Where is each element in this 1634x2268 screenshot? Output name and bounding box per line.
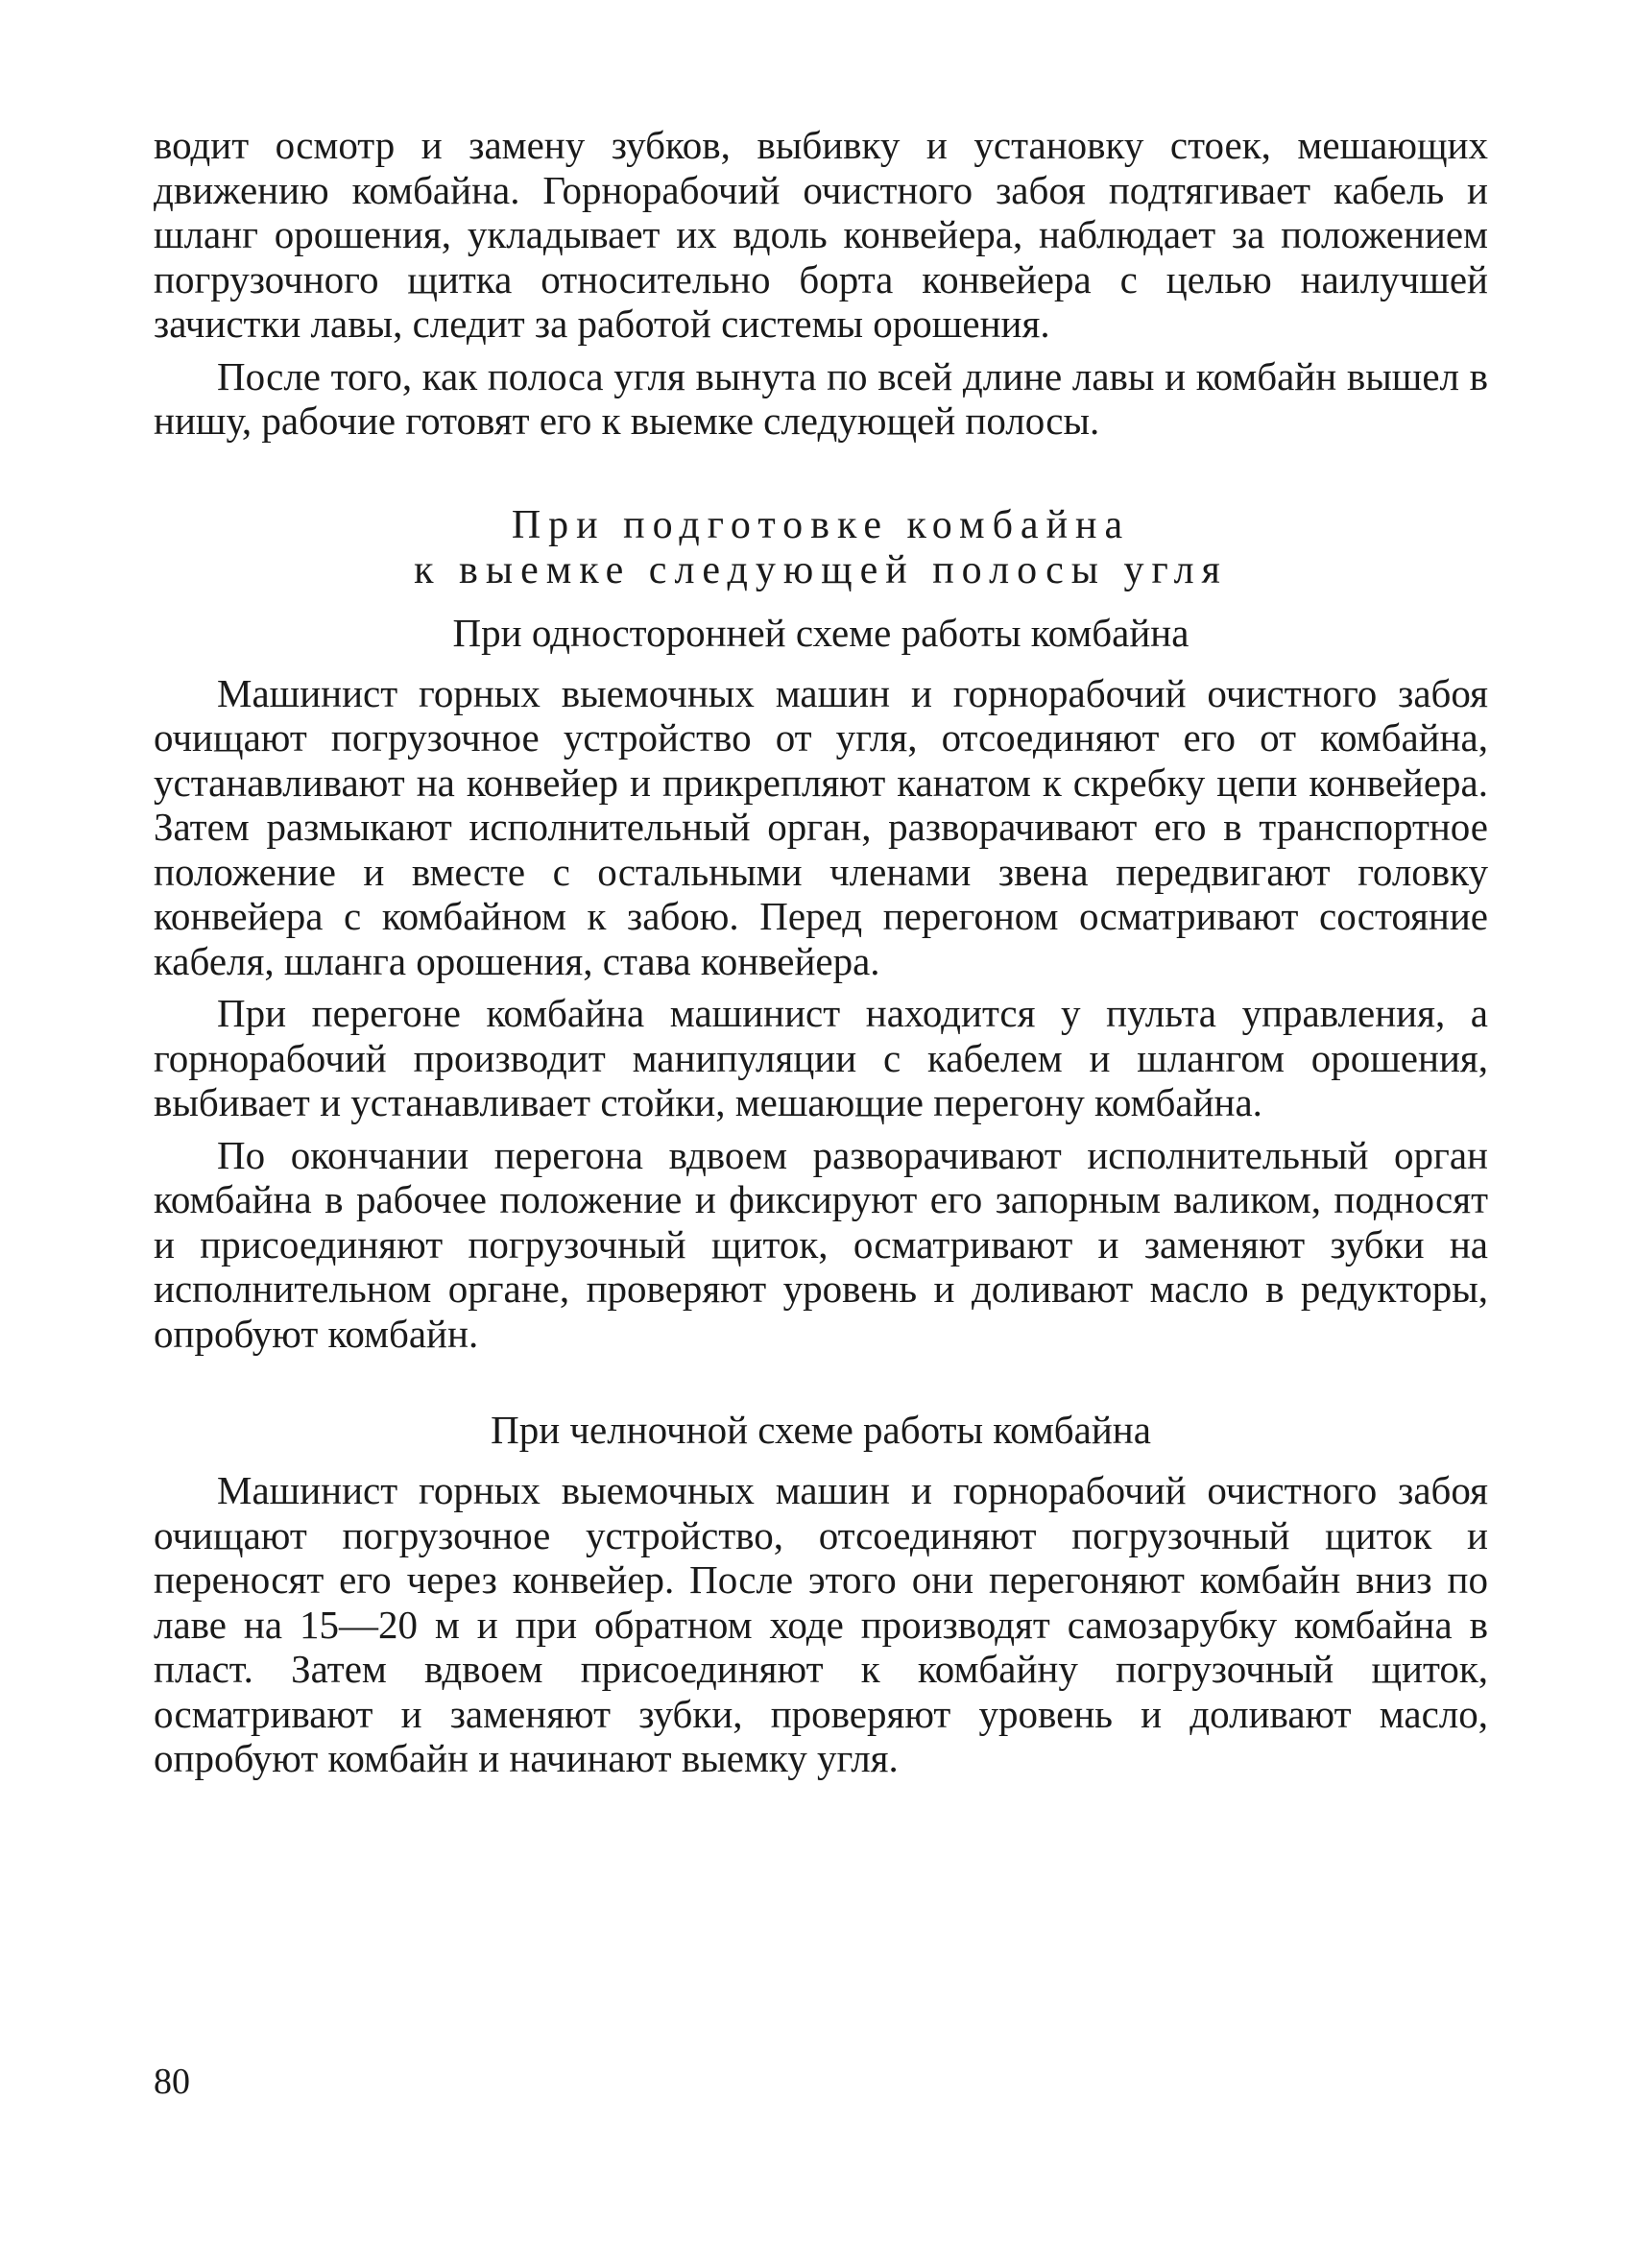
document-page bbox=[154, 123, 1488, 1789]
intro-paragraph-2: После того, как полоса угля вынута по всей длине лавы и комбайн вышел в нишу, рабочие готовят его к выемке следующей полосы. bbox=[154, 353, 1488, 443]
shuttle-heading: При челночной схеме работы комбайна bbox=[491, 1408, 1151, 1452]
one-sided-heading: При односторонней схеме работы комбайна bbox=[452, 610, 1189, 655]
one-sided-paragraph-2: При перегоне комбайна машинист находится у пульта управления, а горнорабочий производит манипуляции с кабелем и шлангом орошения, выбивает и устанавливает стойки, мешающие перегону комбайна. bbox=[154, 991, 1488, 1124]
shuttle-paragraph: Машинист горных выемочных машин и горнорабочий очистного забоя очищают погрузочное устройство, отсоединяют погрузочный щиток и переносят его через конвейер. После этого они перегоняют комбайн вниз по лаве на 15—20 м и при обратном ходе производят самозарубку комбайна в пласт. Затем вдвоем присоединяют к комбайну погрузочный щиток, осматривают и заменяют зубки, проверяют уровень и доливают масло, опробуют комбайн и начинают выемку угля. bbox=[154, 1468, 1488, 1780]
intro-paragraph-1: водит осмотр и замену зубков, выбивку и установку стоек, мешающих движению комбайна. Горнорабочий очистного забоя подтягивает кабель и шланг орошения, укладывает их вдоль конвейера, наблюдает за положением погрузочного щитка относительно борта конвейера с целью наилучшей зачистки лавы, следит за работой системы орошения. bbox=[154, 123, 1488, 346]
section-title-line-1: При подготовке комбайна bbox=[511, 502, 1131, 547]
one-sided-paragraph-1: Машинист горных выемочных машин и горнорабочий очистного забоя очищают погрузочное устройство от угля, отсоединяют его от комбайна, устанавливают на конвейер и прикрепляют канатом к скребку цепи конвейера. Затем размыкают исполнительный орган, разворачивают его в транспортное положение и вместе с остальными членами звена передвигают головку конвейера с комбайном к забою. Перед перегоном осматривают состояние кабеля, шланга орошения, става конвейера. bbox=[154, 670, 1488, 983]
page-number: 80 bbox=[154, 2062, 190, 2102]
one-sided-paragraph-3: По окончании перегона вдвоем разворачивают исполнительный орган комбайна в рабочее положение и фиксируют его запорным валиком, подносят и присоединяют погрузочный щиток, осматривают и заменяют зубки на исполнительном органе, проверяют уровень и доливают масло в редукторы, опробуют комбайн. bbox=[154, 1132, 1488, 1356]
section-title-line-2: к выемке следующей полосы угля bbox=[414, 547, 1228, 592]
section-title bbox=[154, 503, 1488, 593]
